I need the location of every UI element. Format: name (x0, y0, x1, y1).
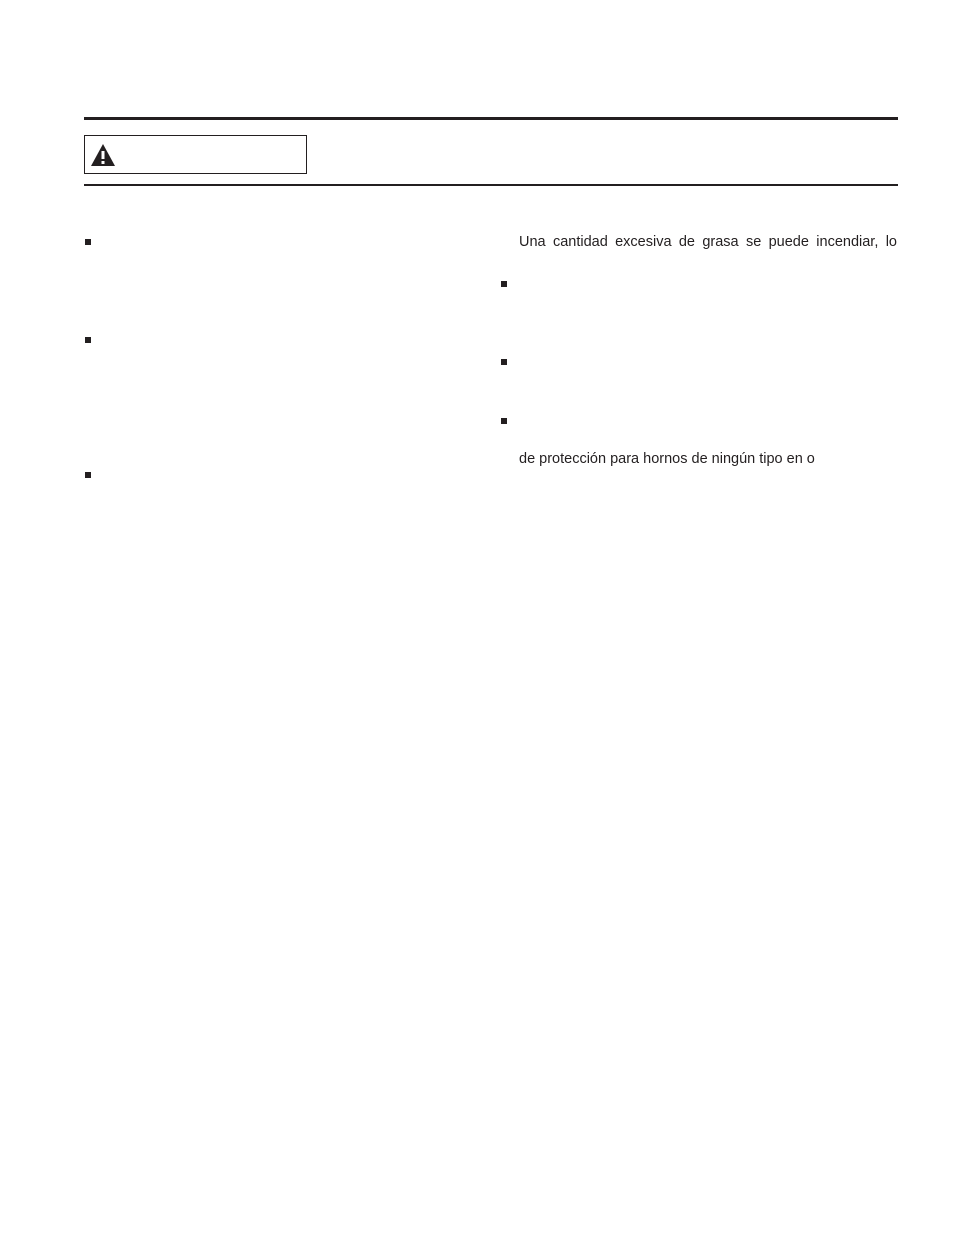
left-bullet-1 (85, 239, 91, 245)
left-bullet-3 (85, 472, 91, 478)
top-rule (84, 117, 898, 120)
right-column-line-1: Una cantidad excesiva de grasa se puede incendiar, lo (519, 234, 897, 250)
right-column-line-2: de protección para hornos de ningún tipo en o (519, 451, 815, 467)
right-bullet-3 (501, 418, 507, 424)
warning-box (84, 135, 307, 174)
header-bottom-rule (84, 184, 898, 186)
warning-triangle-icon (90, 143, 116, 167)
left-bullet-2 (85, 337, 91, 343)
right-bullet-2 (501, 359, 507, 365)
right-bullet-1 (501, 281, 507, 287)
